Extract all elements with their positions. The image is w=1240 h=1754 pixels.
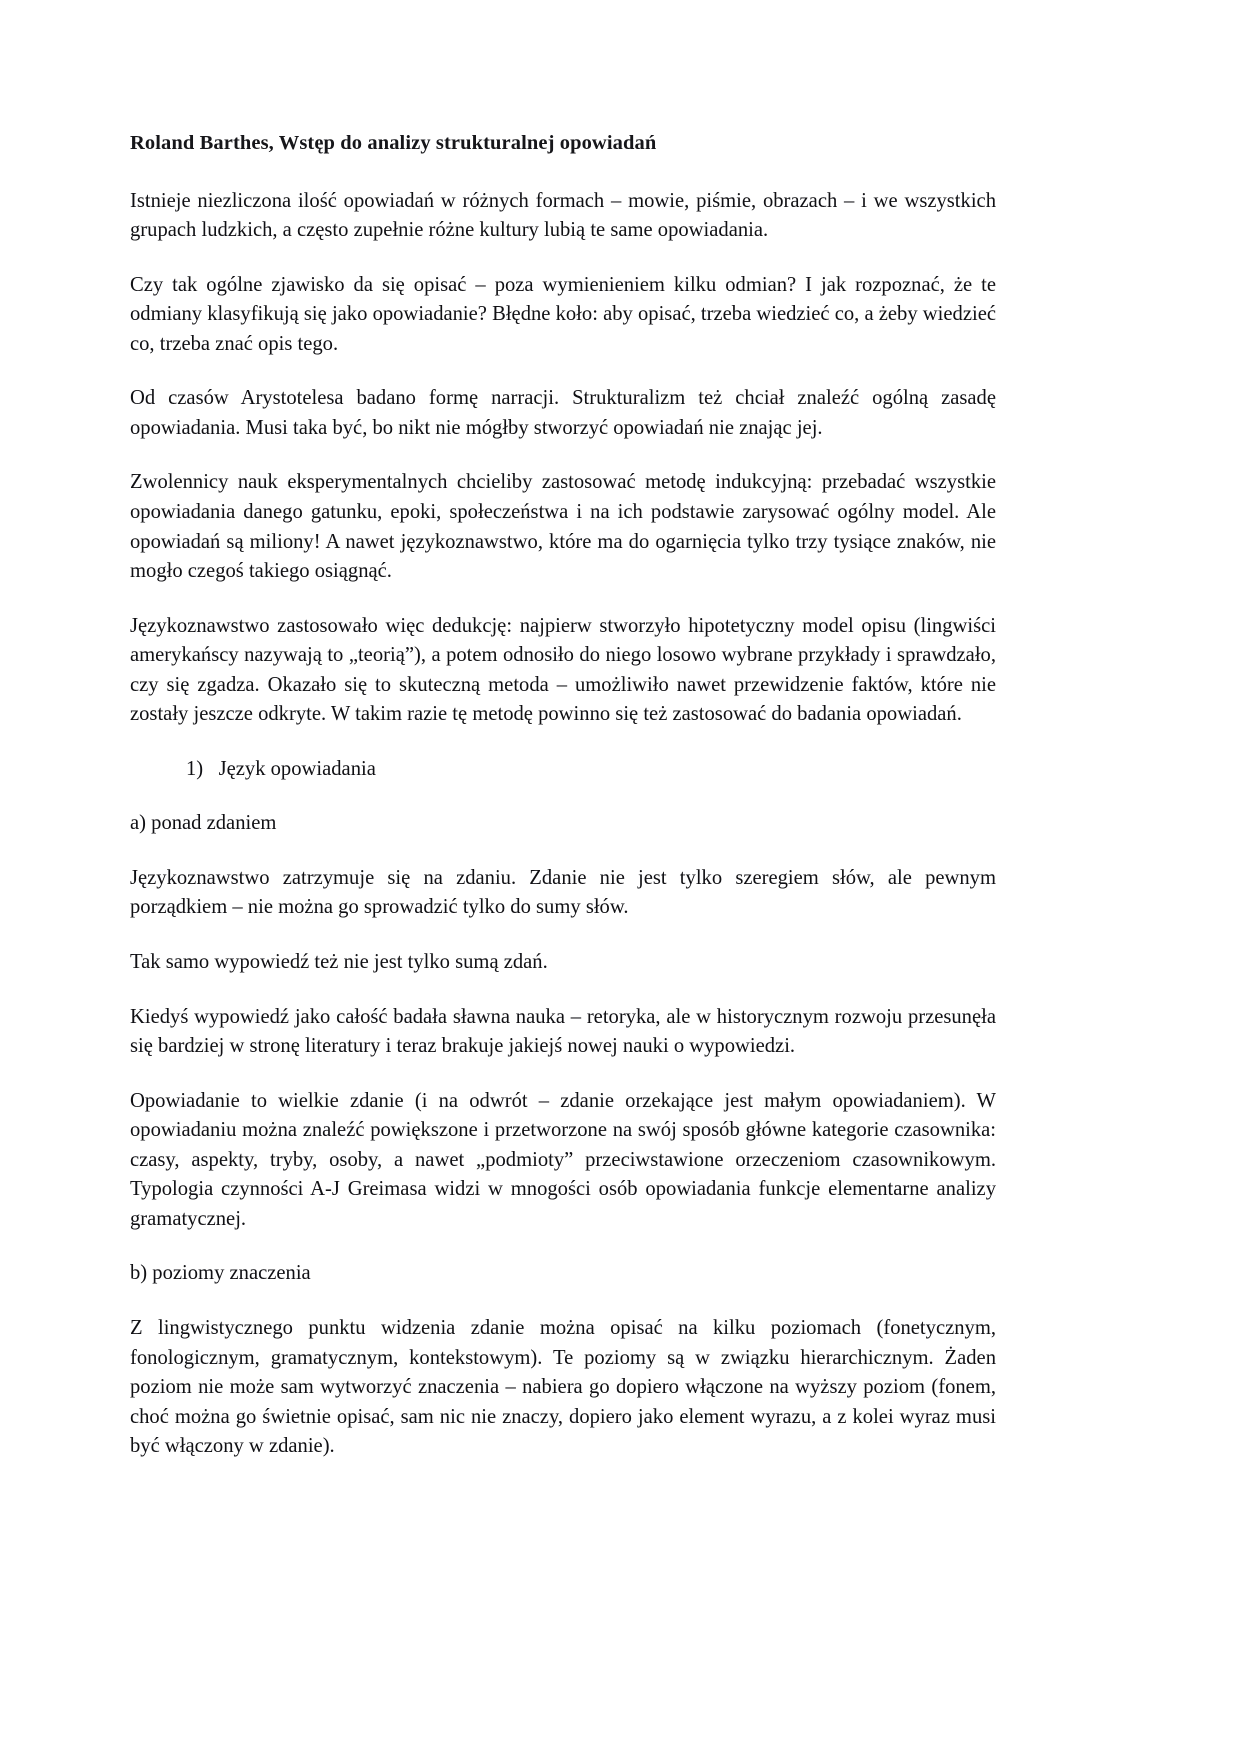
list-item: 1) Język opowiadania [186,757,376,780]
paragraph-levels-of-meaning: Z lingwistycznego punktu widzenia zdanie można opisać na kilku poziomach (fonetycznym, fonologicznym, gramatycznym, kontekstowym). Te poziomy są w związku hierarchicznym. Żaden poziom nie może sam wytworzyć znaczenia – nabiera go dopiero włączone na wyższy poziom (fonem, choć można go świetnie opisać, sam nic nie znaczy, dopiero jako element wyrazu, a z kolei wyraz musi być włączony w zdanie). [130,1316,996,1458]
paragraph-narrative-as-large-sentence: Opowiadanie to wielkie zdanie (i na odwrót – zdanie orzekające jest małym opowiadaniem). W opowiadaniu można znaleźć powiększone i przetworzone na swój sposób główne kategorie czasownika: czasy, aspekty, tryby, osoby, a nawet „podmioty” przeciwstawione orzeczeniom czasownikowym. Typologia czynności A-J Greimasa widzi w mnogości osób opowiadania funkcje elementarne analizy gramatycznej. [130,1089,996,1230]
paragraph-rhetoric: Kiedyś wypowiedź jako całość badała sławna nauka – retoryka, ale w historycznym rozwoju przesunęła się bardziej w stronę literatury i teraz brakuje jakiejś nowej nauki o wypowiedzi. [130,1005,996,1058]
paragraph-inductive-method: Zwolennicy nauk eksperymentalnych chcieliby zastosować metodę indukcyjną: przebadać wszystkie opowiadania danego gatunku, epoki, społeczeństwa i na ich podstawie zarysować ogólny model. Ale opowiadań są miliony! A nawet językoznawstwo, które ma do ogarnięcia tylko trzy tysiące znaków, nie mogło czegoś takiego osiągnąć. [130,471,996,583]
subheading-a-ponad-zdaniem: a) ponad zdaniem [130,812,277,835]
paragraph-aristotle-structuralism: Od czasów Arystotelesa badano formę narracji. Strukturalizm też chciał znaleźć ogólną zasadę opowiadania. Musi taka być, bo nikt nie mógłby stworzyć opowiadań nie znając jej. [130,387,996,439]
paragraph-linguistics-stops-at-sentence: Językoznawstwo zatrzymuje się na zdaniu. Zdanie nie jest tylko szeregiem słów, ale pewnym porządkiem – nie można go sprowadzić tylko do sumy słów. [130,866,996,919]
subheading-b-poziomy-znaczenia: b) poziomy znaczenia [130,1262,311,1285]
paragraph-intro-narrative-forms: Istnieje niezliczona ilość opowiadań w różnych formach – mowie, piśmie, obrazach – i we wszystkich grupach ludzkich, a często zupełnie różne kultury lubią te same opowiadania. [130,189,996,242]
document-body [130,130,996,1462]
paragraph-utterance-not-sum-of-sentences: Tak samo wypowiedź też nie jest tylko sumą zdań. [130,951,548,974]
paragraph-describing-phenomenon: Czy tak ogólne zjawisko da się opisać – poza wymienieniem kilku odmian? I jak rozpoznać, że te odmiany klasyfikują się jako opowiadanie? Błędne koło: aby opisać, trzeba wiedzieć co, a żeby wiedzieć co, trzeba znać opis tego. [130,273,996,355]
paragraph-deductive-method: Językoznawstwo zastosowało więc dedukcję: najpierw stworzyło hipotetyczny model opisu (lingwiści amerykańscy nazywają to „teorią”), a potem odnosiło do niego losowo wybrane przykłady i sprawdzało, czy się zgadza. Okazało się to skuteczną metoda – umożliwiło nawet przewidzenie faktów, które nie zostały jeszcze odkryte. W takim razie tę metodę powinno się też zastosować do badania opowiadań. [130,614,996,726]
numbered-list [130,755,996,785]
page-title: Roland Barthes, Wstęp do analizy strukturalnej opowiadań [130,132,657,154]
